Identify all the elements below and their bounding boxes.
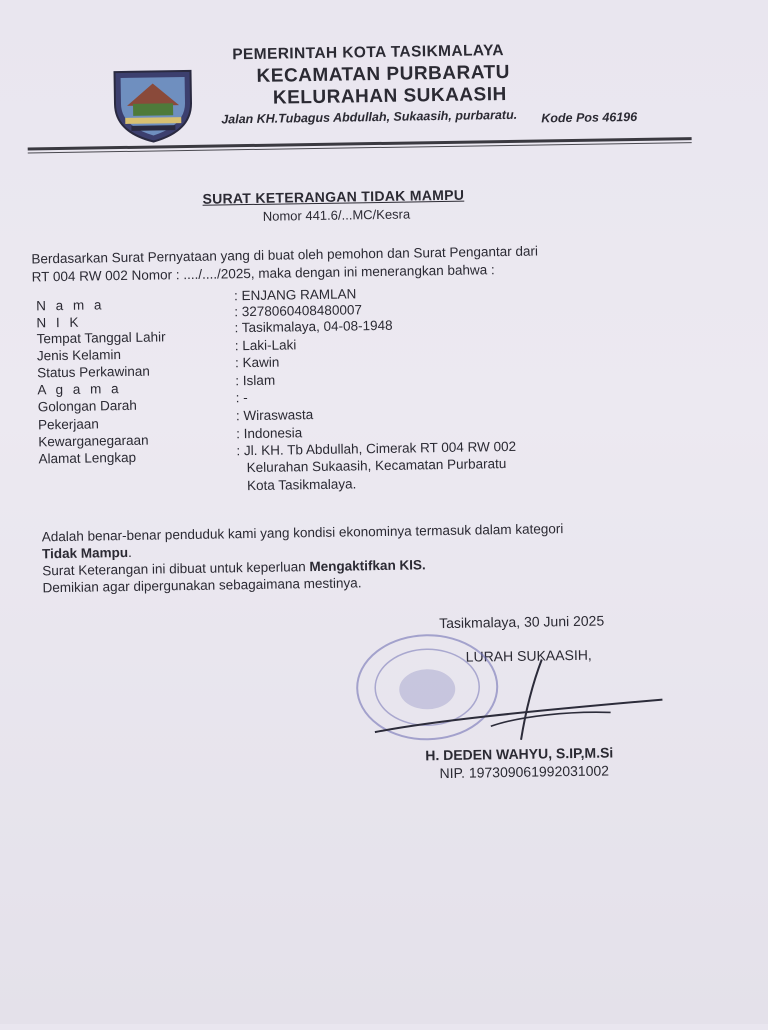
signatory-position: LURAH SUKAASIH,	[465, 646, 592, 665]
category-text: Tidak Mampu	[41, 544, 129, 562]
field-label-citizenship: Kewarganegaraan	[38, 432, 149, 450]
signatory-name: H. DEDEN WAHYU, S.IP,M.Si	[425, 744, 614, 764]
field-label-religion: A g a m a	[37, 381, 122, 398]
field-label-nama: N a m a	[36, 297, 105, 314]
letter-number: Nomor 441.6/...MC/Kesra	[262, 206, 411, 224]
field-value-job: : Wiraswasta	[235, 407, 314, 424]
field-label-marital: Status Perkawinan	[37, 363, 150, 381]
signature-icon	[370, 653, 671, 748]
closing-line-3	[42, 557, 426, 578]
field-label-nik: N I K	[36, 314, 82, 331]
field-label-job: Pekerjaan	[37, 416, 99, 433]
kop-address: Jalan KH.Tubagus Abdullah, Sukaasih, purbaratu.	[221, 107, 518, 127]
signatory-nip: NIP. 197309061992031002	[439, 762, 610, 782]
kop-postal-code: Kode Pos 46196	[541, 109, 638, 126]
category-period: .	[127, 544, 132, 560]
field-value-marital: : Kawin	[234, 354, 280, 371]
closing-line-4: Demikian agar dipergunakan sebagaimana mestinya.	[42, 575, 362, 596]
field-label-ttl: Tempat Tanggal Lahir	[36, 329, 166, 347]
place-date: Tasikmalaya, 30 Juni 2025	[439, 612, 605, 632]
letter-title: SURAT KETERANGAN TIDAK MAMPU	[202, 186, 465, 207]
field-label-gender: Jenis Kelamin	[36, 347, 122, 364]
field-value-gender: : Laki-Laki	[234, 337, 297, 354]
field-label-address: Alamat Lengkap	[38, 449, 137, 467]
closing-line-1: Adalah benar-benar penduduk kami yang kondisi ekonominya termasuk dalam kategori	[41, 521, 564, 545]
field-value-nama: : ENJANG RAMLAN	[233, 286, 357, 304]
field-value-citizenship: : Indonesia	[236, 425, 303, 442]
intro-line-2: RT 004 RW 002 Nomor : ..../..../2025, maka dengan ini menerangkan bahwa :	[31, 262, 495, 285]
field-value-nik: : 3278060408480007	[234, 302, 363, 320]
purpose-text: Mengaktifkan KIS.	[309, 557, 426, 575]
field-value-religion: : Islam	[235, 372, 276, 389]
address-line-3: Kota Tasikmalaya.	[246, 476, 357, 494]
field-value-ttl: : Tasikmalaya, 04-08-1948	[234, 317, 393, 336]
kop-government: PEMERINTAH KOTA TASIKMALAYA	[232, 42, 505, 64]
purpose-prefix: Surat Keterangan ini dibuat untuk keperluan	[42, 559, 310, 579]
field-label-blood: Golongan Darah	[37, 397, 137, 415]
intro-line-1: Berdasarkan Surat Pernyataan yang di buat oleh pemohon dan Surat Pengantar dari	[31, 243, 539, 267]
closing-line-2	[42, 545, 132, 561]
kop-village: KELURAHAN SUKAASIH	[272, 83, 507, 109]
city-emblem-icon	[108, 65, 197, 144]
kop-district: KECAMATAN PURBARATU	[256, 61, 511, 87]
field-value-blood: : -	[235, 390, 248, 406]
field-value-address: : Jl. KH. Tb Abdullah, Cimerak RT 004 RW 002	[236, 438, 517, 459]
address-line-2: Kelurahan Sukaasih, Kecamatan Purbaratu	[246, 456, 507, 476]
